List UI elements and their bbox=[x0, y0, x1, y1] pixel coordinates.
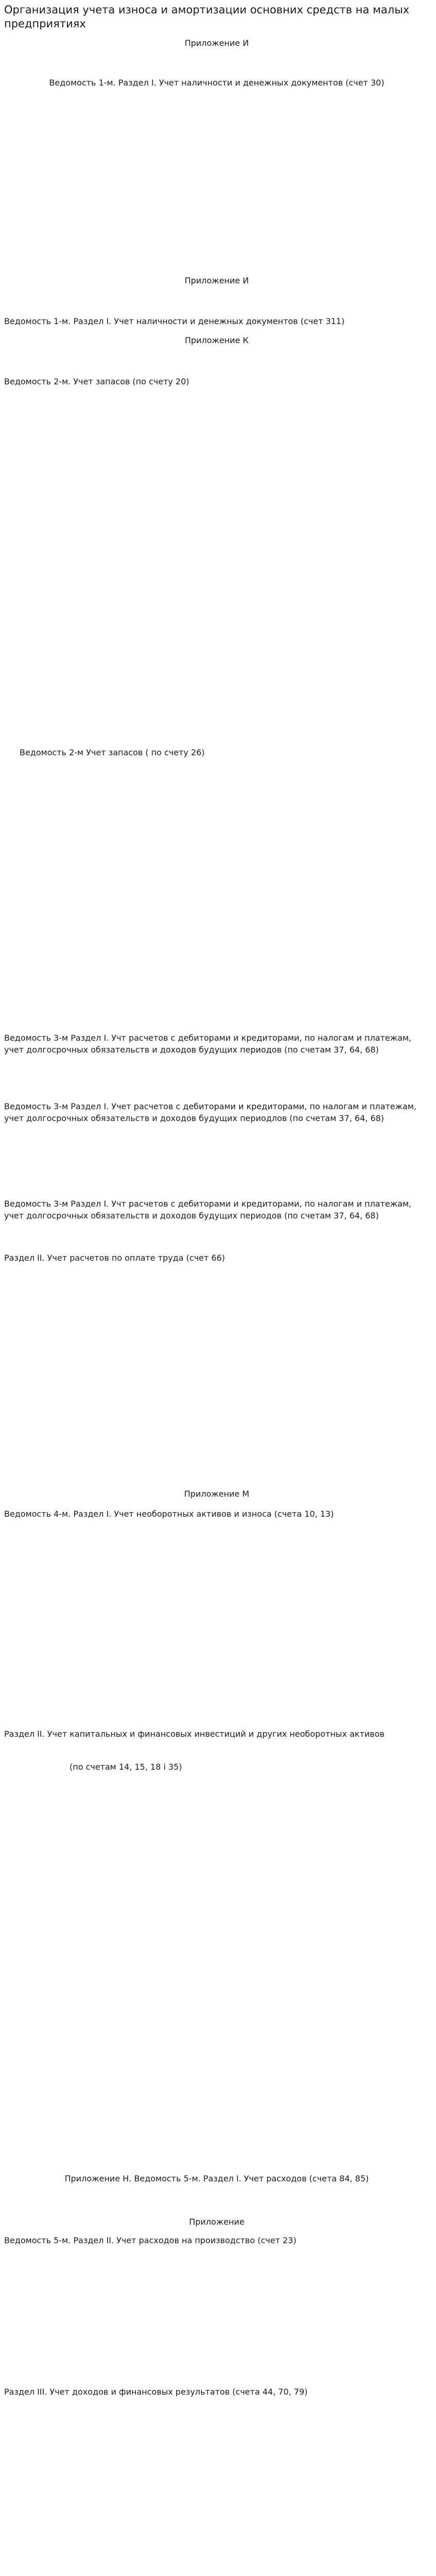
statement-3m-section-i-first: Ведомость 3-м Раздел I. Учт расчетов с дебиторами и кредиторами, по налогам и платежам, учет долгосрочных обязательств и доходов будущих периодов (по счетам 37, 64, 68) bbox=[4, 1033, 412, 1055]
section-ii-capital-investments: Раздел II. Учет капитальных и финансовых инвестиций и других необоротных активов bbox=[4, 1729, 385, 1739]
statement-2m-inventory-account-26: Ведомость 2-м Учет запасов ( по счету 26) bbox=[20, 748, 205, 757]
section-iii-income-financial-results: Раздел III. Учет доходов и финансовых результатов (счета 44, 70, 79) bbox=[4, 2387, 308, 2397]
statement-3m-section-i-second: Ведомость 3-м Раздел I. Учет расчетов с дебиторами и кредиторами, по налогам и платежам, учет долгосрочных обязательств и доходов будущих периодлов (по счетам 37, 64, 68) bbox=[4, 1101, 416, 1123]
appendix-i-heading: Приложение И bbox=[184, 38, 249, 48]
appendix-k-heading: Приложение К bbox=[184, 335, 249, 345]
section-ii-payroll-account-66: Раздел II. Учет расчетов по оплате труда (счет 66) bbox=[4, 1253, 225, 1263]
statement-3m-section-i-third: Ведомость 3-м Раздел I. Учт расчетов с дебиторами и кредиторами, по налогам и платежам, учет долгосрочных обязательств и доходов будущих периодов (по счетам 37, 64, 68) bbox=[4, 1199, 412, 1221]
appendix-m-heading: Приложение М bbox=[184, 1489, 250, 1499]
statement-1m-section-i-account-311: Ведомость 1-м. Раздел I. Учет наличности и денежных документов (счет 311) bbox=[4, 316, 345, 326]
statement-5m-section-ii-production-costs: Ведомость 5-м. Раздел II. Учет расходов на производство (счет 23) bbox=[4, 2235, 297, 2245]
appendix-n-statement-5m-section-i: Приложение Н. Ведомость 5-м. Раздел I. Учет расходов (счета 84, 85) bbox=[64, 2174, 369, 2183]
statement-2m-inventory-account-20: Ведомость 2-м. Учет запасов (по счету 20) bbox=[4, 377, 189, 386]
appendix-i-heading-repeat: Приложение И bbox=[184, 276, 249, 285]
document-title: Организация учета износа и амортизации основних средств на малых предприятиях bbox=[4, 4, 410, 30]
statement-1m-section-i-account-30: Ведомость 1-м. Раздел I. Учет наличности и денежных документов (счет 30) bbox=[49, 78, 385, 88]
appendix-heading-untitled: Приложение bbox=[189, 2217, 245, 2227]
section-ii-account-list: (по счетам 14, 15, 18 і 35) bbox=[69, 1762, 182, 1772]
statement-4m-section-i-noncurrent-assets: Ведомость 4-м. Раздел I. Учет необоротных активов и износа (счета 10, 13) bbox=[4, 1509, 334, 1519]
